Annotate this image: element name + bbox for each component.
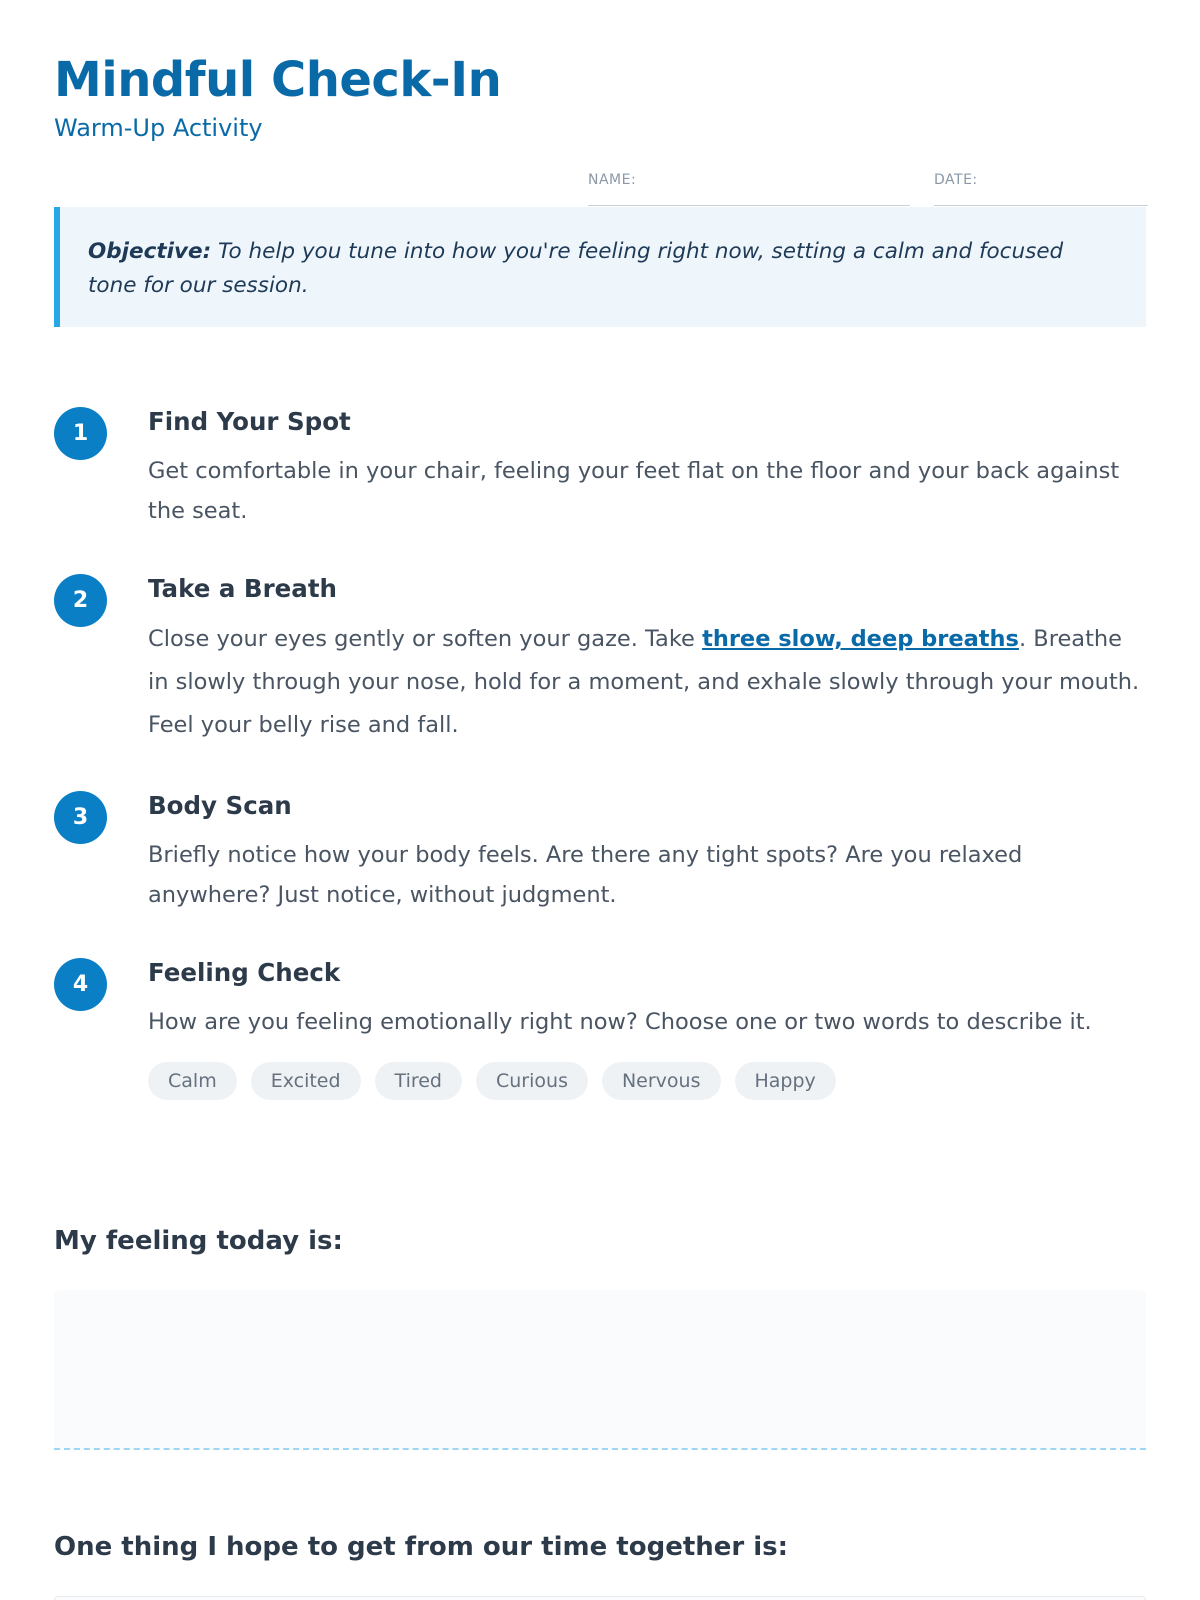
feeling-chip-calm[interactable]: Calm — [148, 1062, 237, 1100]
step-body — [148, 791, 1148, 915]
step-text: How are you feeling emotionally right now? Choose one or two words to describe it. — [148, 1009, 1092, 1035]
step-title: Body Scan — [148, 791, 292, 820]
objective-text — [88, 235, 1118, 303]
feeling-chip-excited[interactable]: Excited — [251, 1062, 361, 1100]
page-subtitle: Warm-Up Activity — [54, 114, 263, 142]
objective-box — [54, 207, 1146, 327]
step-text: Briefly notice how your body feels. Are there any tight spots? Are you relaxed anywhere? Just notice, without judgment. — [148, 842, 1023, 908]
objective-description: To help you tune into how you're feeling right now, setting a calm and focused tone for our session. — [88, 239, 1064, 298]
date-label: DATE: — [934, 172, 978, 188]
step-title: Take a Breath — [148, 574, 337, 603]
step-number-badge: 4 — [54, 958, 107, 1011]
step-text-part: Close your eyes gently or soften your gaze. Take — [148, 626, 703, 652]
step-body — [148, 407, 1148, 531]
step-title: Feeling Check — [148, 958, 341, 987]
feeling-chip-nervous[interactable]: Nervous — [602, 1062, 721, 1100]
step-body — [148, 958, 1148, 1100]
step-text-part: . Breathe in slowly through your nose, hold for a moment, and exhale slowly through your mouth. Feel your belly rise and fall. — [148, 626, 1140, 738]
feeling-chip-curious[interactable]: Curious — [476, 1062, 588, 1100]
name-label: NAME: — [588, 172, 637, 188]
step-text — [148, 618, 1148, 747]
page-title: Mindful Check-In — [54, 52, 502, 108]
date-field[interactable] — [934, 118, 1148, 206]
objective-label: Objective: — [88, 239, 212, 264]
name-field[interactable] — [588, 118, 910, 206]
step-number-badge: 2 — [54, 574, 107, 627]
step-body — [148, 574, 1148, 747]
emphasis-text: three slow, deep breaths — [702, 626, 1019, 652]
feeling-chip-tired[interactable]: Tired — [375, 1062, 462, 1100]
feeling-chip-happy[interactable]: Happy — [735, 1062, 836, 1100]
step-text: Get comfortable in your chair, feeling your feet flat on the floor and your back against the seat. — [148, 458, 1120, 524]
feeling-chips — [148, 1062, 1148, 1100]
hope-answer-area[interactable] — [54, 1596, 1146, 1600]
step-number-badge: 3 — [54, 791, 107, 844]
step-number-badge: 1 — [54, 407, 107, 460]
step-title: Find Your Spot — [148, 407, 351, 436]
feeling-today-prompt: My feeling today is: — [54, 1226, 343, 1256]
feeling-today-answer-area[interactable] — [54, 1290, 1146, 1450]
hope-prompt: One thing I hope to get from our time together is: — [54, 1532, 789, 1562]
worksheet-header — [54, 52, 1146, 188]
